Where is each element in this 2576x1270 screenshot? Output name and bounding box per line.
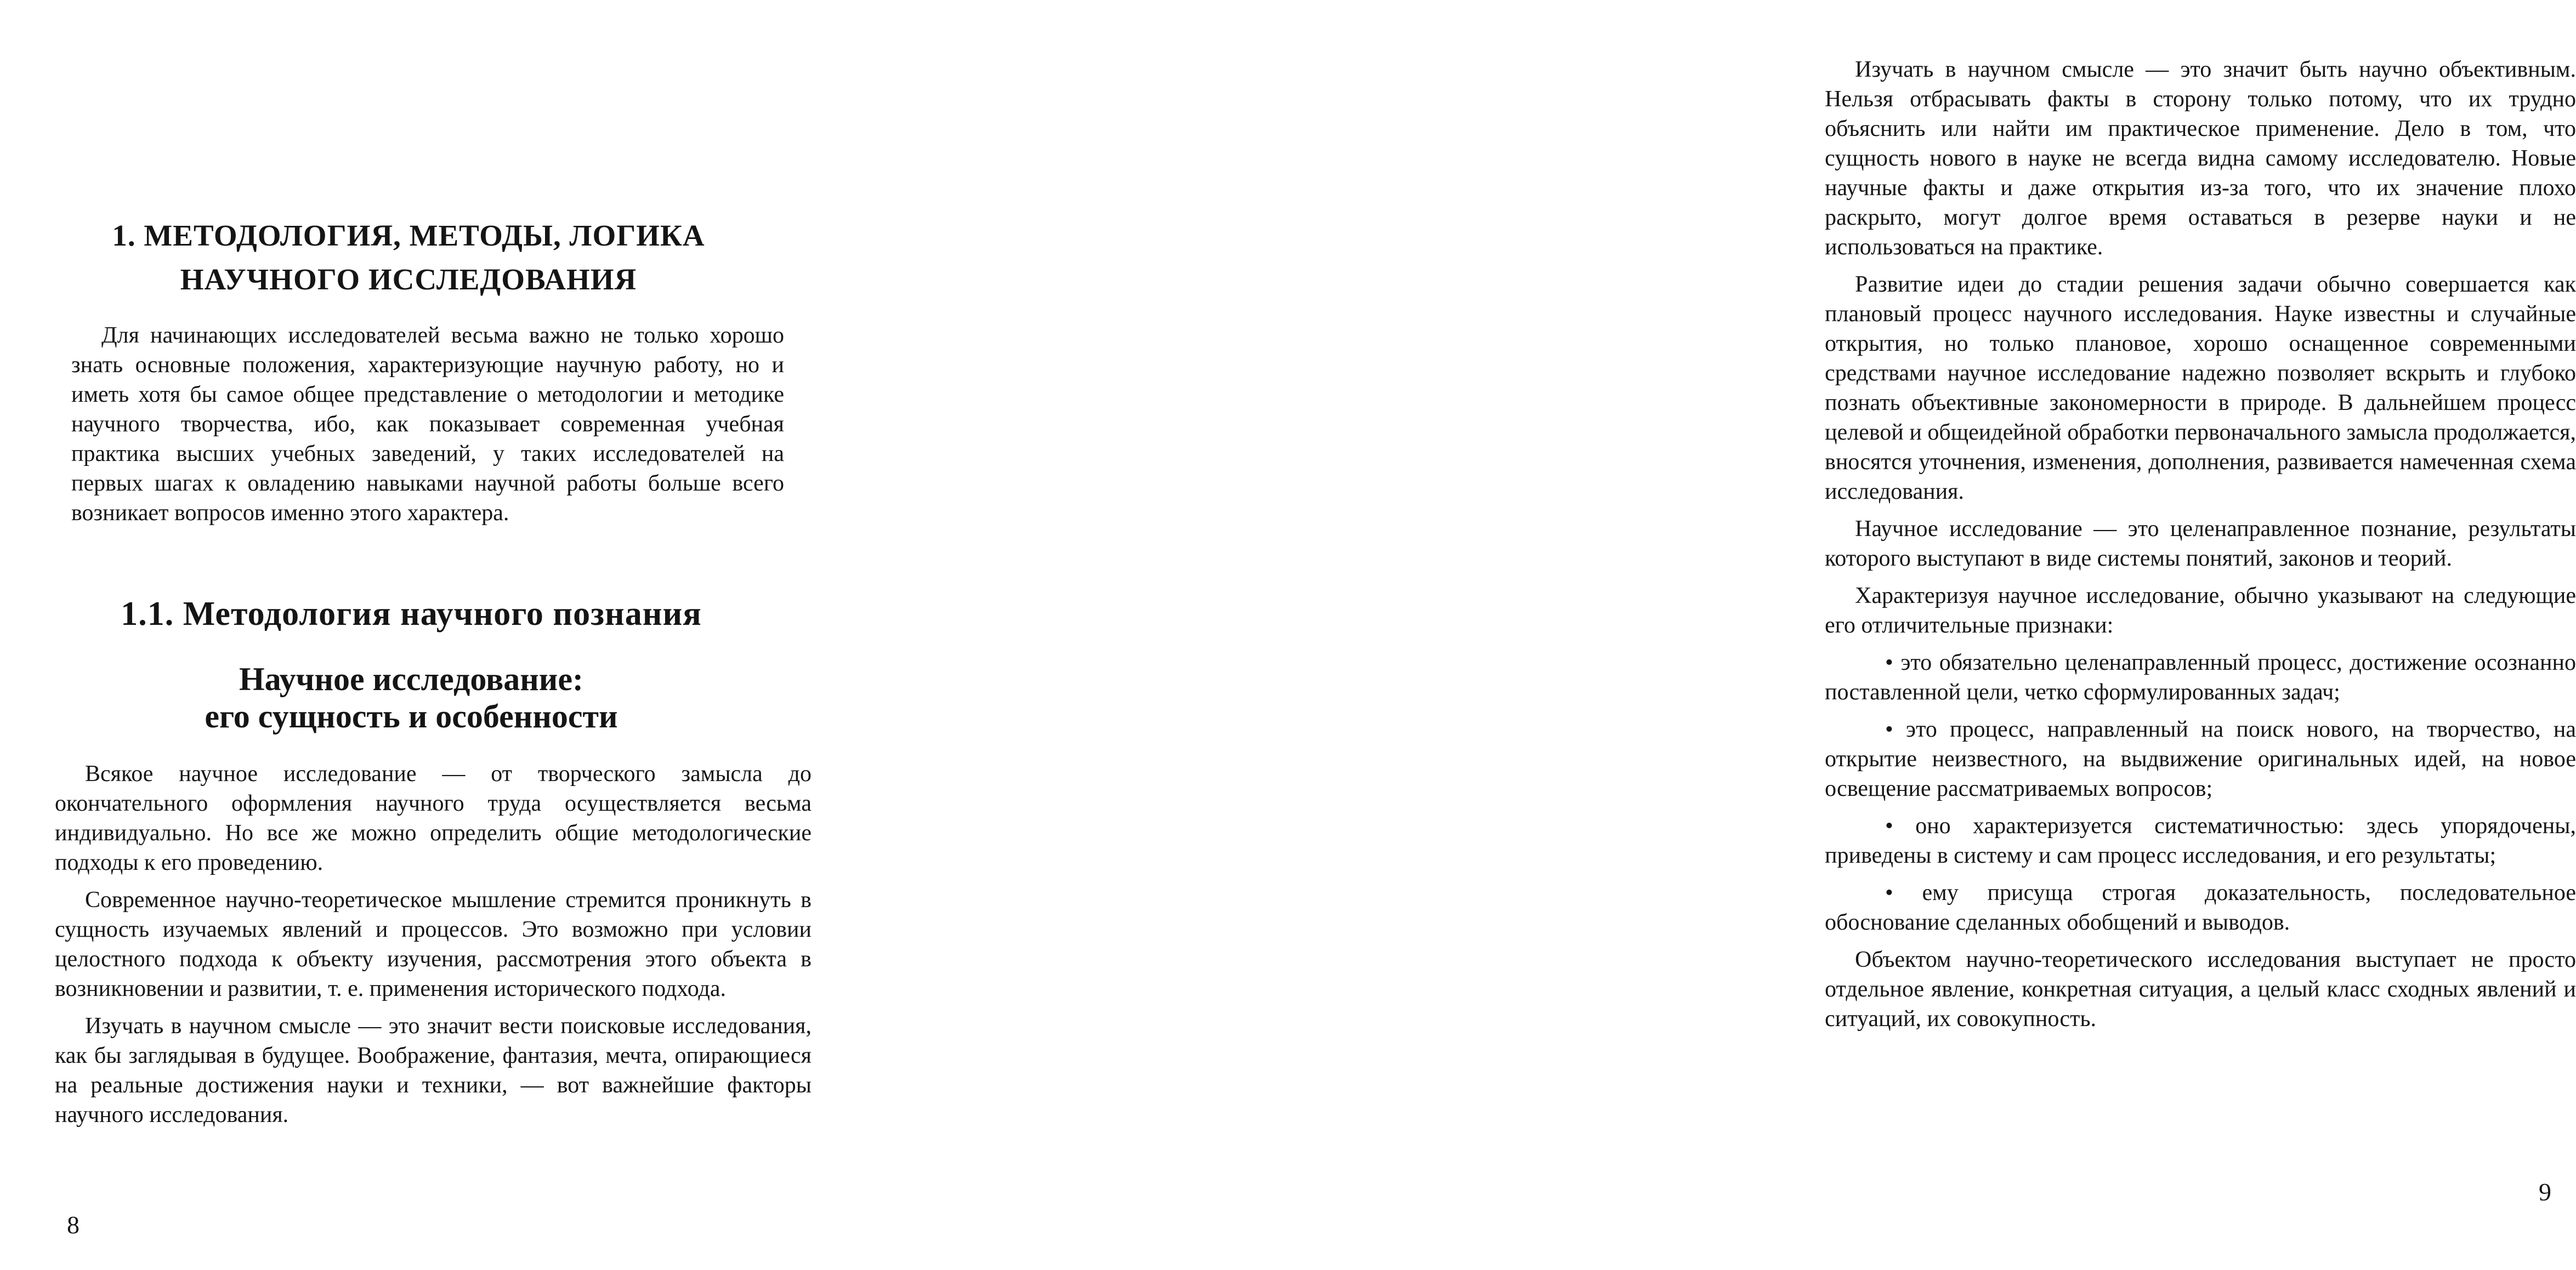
bullet-item: • оно характеризуется систематичностью: здесь упорядочены, приведены в систему и сам процесс исследования, и его результаты; <box>1825 813 2576 868</box>
intro-text <box>71 321 784 528</box>
left-page <box>0 0 872 1270</box>
bullet-item: • это обязательно целенаправленный процесс, достижение осознанно поставленной цели, четко сформулированных задач; <box>1825 650 2576 705</box>
right-body-text <box>1825 55 2576 1034</box>
page-number-right: 9 <box>2539 1178 2551 1206</box>
paragraph: Научное исследование — это целенаправленное познание, результаты которого выступают в виде системы понятий, законов и теорий. <box>1825 516 2576 571</box>
chapter-title-line: 1. МЕТОДОЛОГИЯ, МЕТОДЫ, ЛОГИКА <box>112 219 705 252</box>
subsection-title-line: его сущность и особенности <box>205 698 618 734</box>
paragraph: Изучать в научном смысле — это значит быть научно объективным. Нельзя отбрасывать факты в сторону только потому, что их трудно объяснить или найти им практическое применение. Дело в том, что сущность нового в науке не всегда видна самому исследователю. Новые научные факты и даже открытия из-за того, что их значение плохо раскрыто, могут долгое время оставаться в резерве науки и не использоваться на практике. <box>1825 57 2576 260</box>
left-body-text <box>55 759 812 1130</box>
right-page <box>872 0 2576 1270</box>
subsection-title <box>82 660 740 735</box>
chapter-title <box>82 214 735 301</box>
bullet-item: • это процесс, направленный на поиск нового, на творчество, на открытие неизвестного, на выдвижение оригинальных идей, на новое освещение рассматриваемых вопросов; <box>1825 717 2576 801</box>
section-title: 1.1. Методология научного познания <box>121 595 702 633</box>
paragraph: Объектом научно-теоретического исследования выступает не просто отдельное явление, конкретная ситуация, а целый класс сходных явлений и ситуаций, их совокупность. <box>1825 947 2576 1032</box>
paragraph: Изучать в научном смысле — это значит вести поисковые исследования, как бы заглядывая в будущее. Воображение, фантазия, мечта, опирающиеся на реальные достижения науки и техники, — вот важнейшие факторы научного исследования. <box>55 1013 812 1127</box>
paragraph: Развитие идеи до стадии решения задачи обычно совершается как плановый процесс научного исследования. Науке известны и случайные открытия, но только плановое, хорошо оснащенное современными средствами научное исследование надежно позволяет вскрыть и глубоко познать объективные закономерности в природе. В дальнейшем процесс целевой и общеидейной обработки первоначального замысла продолжается, вносятся уточнения, изменения, дополнения, развивается намеченная схема исследования. <box>1825 272 2576 504</box>
subsection-title-line: Научное исследование: <box>239 661 583 697</box>
intro-paragraph: Для начинающих исследователей весьма важно не только хорошо знать основные положения, характеризующие научную работу, но и иметь хотя бы самое общее представление о методологии и методике научного творчества, ибо, как показывает современная учебная практика высших учебных заведений, у таких исследователей на первых шагах к овладению навыками научной работы больше всего возникает вопросов именно этого характера. <box>71 323 784 526</box>
page-number-left: 8 <box>67 1211 80 1239</box>
paragraph: Характеризуя научное исследование, обычно указывают на следующие его отличительные признаки: <box>1825 583 2576 638</box>
paragraph: Современное научно-теоретическое мышление стремится проникнуть в сущность изучаемых явлений и процессов. Это возможно при условии целостного подхода к объекту изучения, рассмотрения этого объекта в возникновении и развитии, т. е. применения исторического подхода. <box>55 887 812 1001</box>
bullet-item: • ему присуща строгая доказательность, последовательное обоснование сделанных обобщений и выводов. <box>1825 880 2576 935</box>
paragraph: Всякое научное исследование — от творческого замысла до окончательного оформления научного труда осуществляется весьма индивидуально. Но все же можно определить общие методологические подходы к его проведению. <box>55 761 812 875</box>
chapter-title-line: НАУЧНОГО ИССЛЕДОВАНИЯ <box>180 263 637 296</box>
